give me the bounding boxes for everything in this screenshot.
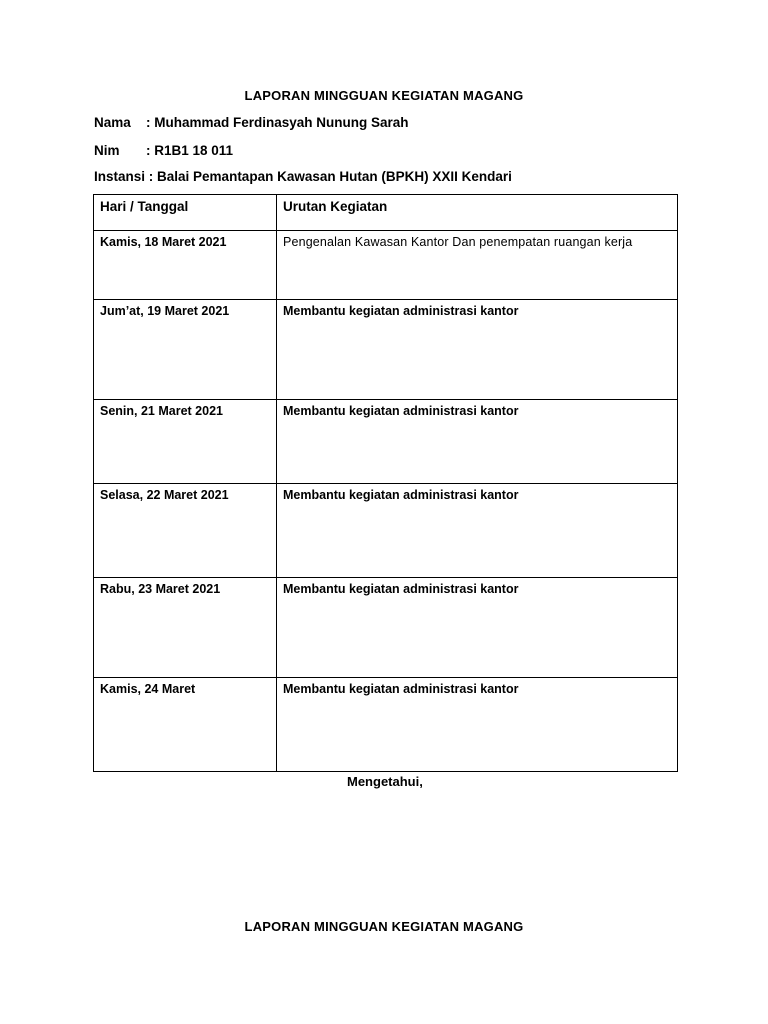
table-header-row [94,195,678,231]
row-date: Kamis, 18 Maret 2021 [94,231,277,300]
nama-value: : Muhammad Ferdinasyah Nunung Sarah [146,115,409,130]
table-row [94,400,678,484]
nim-label: Nim [94,143,120,158]
nama-label: Nama [94,115,131,130]
activity-log-table [93,194,678,772]
row-activity: Membantu kegiatan administrasi kantor [277,578,678,678]
header-activity: Urutan Kegiatan [277,195,678,231]
info-nim [94,143,233,158]
table-row [94,484,678,578]
acknowledgement-label: Mengetahui, [347,774,423,789]
info-nama [94,115,409,130]
row-activity: Membantu kegiatan administrasi kantor [277,484,678,578]
report-title: LAPORAN MINGGUAN KEGIATAN MAGANG [244,88,524,103]
table-row [94,300,678,400]
header-date: Hari / Tanggal [94,195,277,231]
row-activity: Membantu kegiatan administrasi kantor [277,300,678,400]
row-activity: Membantu kegiatan administrasi kantor [277,678,678,772]
next-page-title: LAPORAN MINGGUAN KEGIATAN MAGANG [244,919,524,934]
row-activity: Membantu kegiatan administrasi kantor [277,400,678,484]
info-instansi [94,169,512,184]
nim-value: : R1B1 18 011 [146,143,234,158]
row-date: Jum’at, 19 Maret 2021 [94,300,277,400]
row-activity: Pengenalan Kawasan Kantor Dan penempatan ruangan kerja [277,231,678,300]
instansi-label: Instansi [94,169,146,184]
row-date: Kamis, 24 Maret [94,678,277,772]
row-date: Rabu, 23 Maret 2021 [94,578,277,678]
table-row [94,578,678,678]
row-date: Senin, 21 Maret 2021 [94,400,277,484]
table-row [94,231,678,300]
row-date: Selasa, 22 Maret 2021 [94,484,277,578]
instansi-value: : Balai Pemantapan Kawasan Hutan (BPKH) XXII Kendari [148,169,512,184]
table-row [94,678,678,772]
